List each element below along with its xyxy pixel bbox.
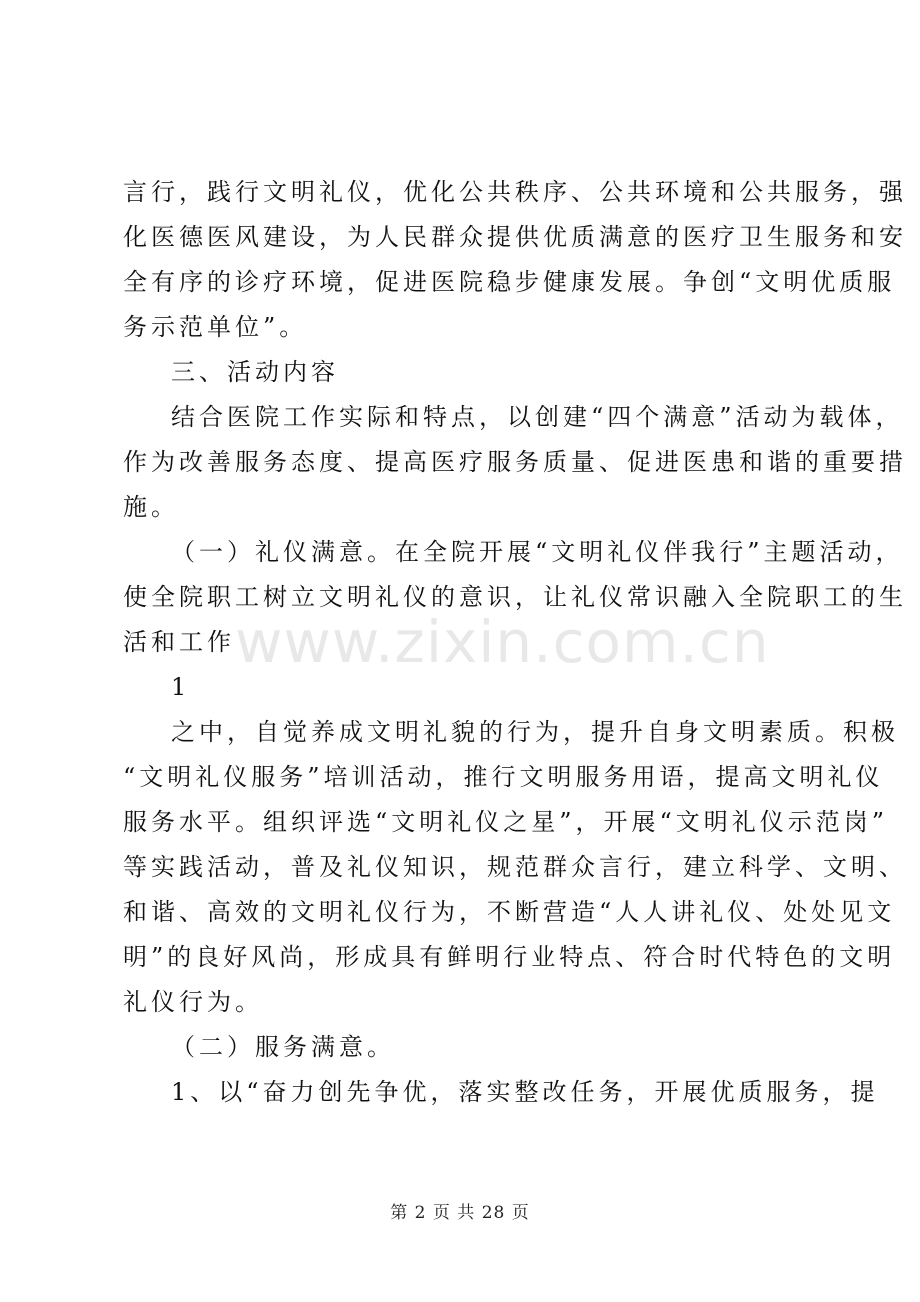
body-line: 之中，自觉养成文明礼貌的行为，提升自身文明素质。积极 [171, 718, 899, 746]
body-line: 化医德医风建设，为人民群众提供优质满意的医疗卫生服务和安 [123, 223, 907, 251]
body-line: 礼仪行为。 [123, 988, 263, 1016]
body-line: 施。 [123, 493, 179, 521]
body-line: 和谐、高效的文明礼仪行为，不断营造“人人讲礼仪、处处见文 [123, 898, 896, 926]
body-line: 活和工作 [123, 628, 235, 656]
body-line: 服务水平。组织评选“文明礼仪之星”，开展“文明礼仪示范岗” [123, 808, 889, 836]
page-footer: 第 2 页 共 28 页 [390, 1203, 530, 1223]
document-body [123, 170, 907, 1115]
body-line: 使全院职工树立文明礼仪的意识，让礼仪常识融入全院职工的生 [123, 583, 907, 611]
body-line: “文明礼仪服务”培训活动，推行文明服务用语，提高文明礼仪 [123, 763, 884, 791]
inline-page-number: 1 [171, 673, 191, 701]
body-line: 务示范单位”。 [123, 313, 308, 341]
section-heading: 三、活动内容 [171, 358, 339, 386]
body-line: 作为改善服务态度、提高医疗服务质量、促进医患和谐的重要措 [123, 448, 907, 476]
body-line: 等实践活动，普及礼仪知识，规范群众言行，建立科学、文明、 [123, 853, 907, 881]
body-line: 言行，践行文明礼仪，优化公共秩序、公共环境和公共服务，强 [123, 178, 907, 206]
body-line: 结合医院工作实际和特点，以创建“四个满意”活动为载体， [171, 403, 904, 431]
body-line: 全有序的诊疗环境，促进医院稳步健康发展。争创“文明优质服 [123, 268, 896, 296]
body-line: （一）礼仪满意。在全院开展“文明礼仪伴我行”主题活动， [171, 538, 904, 566]
body-line: 明”的良好风尚，形成具有鲜明行业特点、符合时代特色的文明 [123, 943, 896, 971]
subsection-heading: （二）服务满意。 [171, 1033, 395, 1061]
body-line: 1、以“奋力创先争优，落实整改任务，开展优质服务，提 [171, 1078, 879, 1106]
watermark: www.zixin.com.cn [235, 608, 770, 676]
